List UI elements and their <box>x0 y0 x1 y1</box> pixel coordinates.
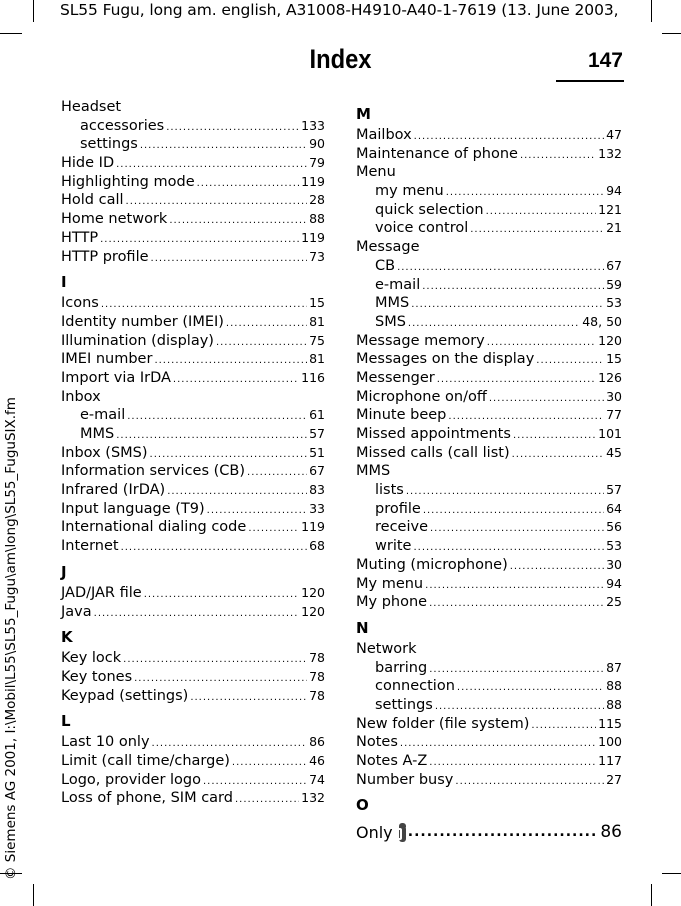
entry-term: write <box>375 538 412 555</box>
entry-term: Illumination (display) <box>61 332 214 349</box>
index-entry <box>61 191 325 210</box>
index-entry <box>61 687 325 706</box>
dot-leader <box>140 137 307 156</box>
crop-mark <box>662 33 681 34</box>
entry-page: 87 <box>606 659 622 675</box>
entry-term: Logo, provider logo <box>61 771 201 788</box>
index-entry <box>356 819 622 845</box>
entry-page: 68 <box>309 538 325 554</box>
crop-mark <box>662 873 681 874</box>
index-subentry <box>61 117 325 136</box>
entry-term: Messenger <box>356 369 435 386</box>
entry-term: Message <box>356 239 420 256</box>
dot-leader <box>430 520 604 539</box>
entry-term: connection <box>375 678 455 695</box>
index-entry <box>356 145 622 164</box>
entry-page: 64 <box>606 500 622 516</box>
entry-term: Messages on the display <box>356 351 535 368</box>
entry-page: 78 <box>309 668 325 684</box>
index-entry <box>356 593 622 612</box>
index-subentry <box>61 135 325 154</box>
entry-page: 61 <box>309 407 325 423</box>
index-entry <box>356 575 622 594</box>
dot-leader <box>127 408 307 427</box>
index-entry <box>61 584 325 603</box>
dot-leader <box>486 203 597 222</box>
entry-term: receive <box>375 519 428 536</box>
entry-term: settings <box>80 136 138 153</box>
entry-page: 51 <box>309 444 325 460</box>
entry-term: Information services (CB) <box>61 463 246 480</box>
entry-term: Icons <box>61 295 99 312</box>
entry-term: SMS <box>375 313 406 330</box>
section-letter: M <box>356 105 371 123</box>
index-entry <box>61 98 325 117</box>
entry-term: Infrared (IrDA) <box>61 482 166 499</box>
index-subentry <box>356 201 622 220</box>
index-entry <box>356 425 622 444</box>
entry-term: Notes A-Z <box>356 753 428 769</box>
index-entry <box>61 649 325 668</box>
section-letter: O <box>356 796 369 815</box>
entry-term: Hide ID <box>61 155 115 172</box>
entry-term: settings <box>375 696 433 713</box>
index-entry <box>356 126 622 145</box>
entry-term: Mailbox <box>356 127 412 143</box>
dot-leader <box>226 315 307 334</box>
entry-term: Muting (microphone) <box>356 556 508 573</box>
entry-page: 86 <box>309 734 325 750</box>
entry-page: 120 <box>598 332 622 348</box>
dot-leader <box>425 577 604 596</box>
entry-page: 73 <box>309 248 325 264</box>
entry-term: barring <box>375 659 428 676</box>
index-subentry <box>356 219 622 238</box>
entry-page: 30 <box>606 556 622 572</box>
index-subentry <box>356 313 622 332</box>
entry-term: Loss of phone, SIM card <box>61 790 233 807</box>
dot-leader <box>94 605 300 624</box>
entry-page: 67 <box>309 463 325 479</box>
dot-leader <box>144 586 299 605</box>
entry-page: 86 <box>600 822 622 843</box>
entry-term: Hold call <box>61 192 124 209</box>
entry-term: Identity number (IMEI) <box>61 313 224 330</box>
entry-page: 81 <box>309 351 325 367</box>
section-letter: K <box>61 628 73 647</box>
entry-page: 116 <box>301 369 325 385</box>
entry-term: profile <box>375 500 421 517</box>
index-entry <box>61 369 325 388</box>
entry-term: e-mail <box>375 276 421 293</box>
section-letter: I <box>61 273 67 292</box>
index-column-right <box>356 98 622 845</box>
index-entry <box>61 154 325 173</box>
entry-term: Only <box>356 822 393 842</box>
entry-term: Notes <box>356 734 398 751</box>
dot-leader <box>470 221 604 240</box>
entry-page: 88 <box>606 678 622 694</box>
dot-leader <box>151 250 308 269</box>
entry-term: MMS <box>80 426 115 442</box>
entry-term: CB <box>375 257 396 274</box>
entry-page: 90 <box>309 136 325 152</box>
dot-leader <box>166 119 299 138</box>
index-subentry <box>356 518 622 537</box>
index-column-left <box>61 98 325 808</box>
entry-page: 57 <box>309 426 325 441</box>
entry-term: Key lock <box>61 650 122 667</box>
index-entry <box>61 173 325 192</box>
page-number: 147 <box>587 49 623 72</box>
index-entry <box>61 500 325 519</box>
entry-term: My menu <box>356 575 424 592</box>
index-entry <box>61 350 325 369</box>
entry-term: Microphone on/off <box>356 388 487 405</box>
index-subentry <box>356 677 622 696</box>
index-entry <box>356 733 622 752</box>
entry-term: Highlighting mode <box>61 173 195 190</box>
index-entry <box>356 462 622 481</box>
entry-page: 67 <box>606 257 622 273</box>
entry-page: 48, 50 <box>582 313 622 329</box>
index-entry <box>61 771 325 790</box>
index-entry <box>61 210 325 229</box>
index-entry <box>356 771 622 790</box>
dot-leader <box>400 735 596 754</box>
index-entry <box>356 715 622 734</box>
entry-page: 81 <box>309 313 325 329</box>
index-entry <box>61 603 325 622</box>
entry-page: 28 <box>309 192 325 208</box>
index-entry <box>61 313 325 332</box>
entry-page: 45 <box>606 444 622 460</box>
entry-term: JAD/JAR file <box>61 584 142 601</box>
entry-term: lists <box>375 482 404 499</box>
entry-term: Inbox <box>61 388 101 405</box>
entry-term: MMS <box>356 463 391 480</box>
entry-page: 75 <box>309 332 325 348</box>
entry-page: 88 <box>606 696 622 712</box>
index-entry <box>61 752 325 771</box>
entry-term: accessories <box>80 117 165 134</box>
entry-page: 132 <box>301 790 325 806</box>
entry-term: HTTP <box>61 229 99 246</box>
entry-page: 83 <box>309 482 325 498</box>
index-subentry <box>356 481 622 500</box>
entry-term: my menu <box>375 183 444 200</box>
index-entry <box>356 369 622 388</box>
entry-page: 79 <box>309 155 325 171</box>
entry-term: Input language (T9) <box>61 500 205 517</box>
dot-leader <box>536 352 604 371</box>
entry-term: Menu <box>356 164 396 181</box>
section-letter: J <box>61 562 67 581</box>
index-subentry <box>356 182 622 201</box>
dot-leader <box>216 334 307 353</box>
index-entry <box>356 350 622 369</box>
entry-term: Keypad (settings) <box>61 687 189 704</box>
dot-leader <box>169 212 307 231</box>
dot-leader <box>429 595 604 614</box>
dot-leader <box>247 464 307 483</box>
entry-page: 101 <box>598 426 622 441</box>
side-margin <box>0 0 22 906</box>
index-entry <box>61 332 325 351</box>
entry-term: HTTP profile <box>61 248 149 265</box>
entry-term: New folder (file system) <box>356 715 530 732</box>
index-entry <box>61 248 325 267</box>
keylock-icon <box>399 823 406 842</box>
dot-leader <box>123 651 307 670</box>
entry-page: 100 <box>598 734 622 750</box>
dot-leader <box>248 520 299 539</box>
dot-leader <box>423 502 604 521</box>
index-entry <box>61 789 325 808</box>
dot-leader <box>429 661 604 680</box>
entry-term: Key tones <box>61 668 133 685</box>
header-rule <box>556 80 624 82</box>
index-entry <box>61 388 325 407</box>
entry-page: 53 <box>606 295 622 311</box>
section-letter: N <box>356 618 369 637</box>
index-subentry <box>356 659 622 678</box>
dot-leader <box>457 679 604 698</box>
index-entry <box>356 163 622 182</box>
entry-page: 94 <box>606 183 622 199</box>
entry-page: 117 <box>598 753 622 768</box>
entry-page: 47 <box>606 127 622 142</box>
dot-leader <box>397 259 604 278</box>
crop-mark <box>33 0 34 22</box>
index-entry <box>356 640 622 659</box>
entry-page: 119 <box>301 229 325 245</box>
dot-leader <box>406 483 604 502</box>
entry-term: Missed appointments <box>356 426 511 442</box>
entry-term: voice control <box>375 220 469 237</box>
index-subentry <box>356 537 622 556</box>
entry-page: 27 <box>606 771 622 787</box>
index-entry <box>61 462 325 481</box>
dot-leader <box>455 773 604 792</box>
entry-term: Network <box>356 640 417 657</box>
index-entry <box>61 481 325 500</box>
index-subentry <box>356 294 622 313</box>
dot-leader <box>531 717 596 736</box>
crop-mark <box>651 0 652 22</box>
dot-leader <box>429 754 596 773</box>
entry-term: Limit (call time/charge) <box>61 752 230 769</box>
entry-term: IMEI number <box>61 351 153 368</box>
entry-term: Last 10 only <box>61 734 150 751</box>
entry-term: Inbox (SMS) <box>61 444 148 461</box>
entry-term: Import via IrDA <box>61 369 171 386</box>
entry-page: 78 <box>309 650 325 666</box>
entry-page: 21 <box>606 220 622 236</box>
entry-page: 88 <box>309 211 325 227</box>
index-entry <box>61 444 325 463</box>
dot-leader <box>408 824 599 840</box>
entry-page: 15 <box>309 295 325 311</box>
dot-leader <box>197 175 300 194</box>
index-entry <box>61 518 325 537</box>
index-entry <box>356 388 622 407</box>
dot-leader <box>121 539 308 558</box>
entry-term: Java <box>61 603 92 620</box>
entry-term: My phone <box>356 594 428 611</box>
index-entry <box>356 406 622 425</box>
entry-page: 57 <box>606 482 622 498</box>
entry-term: International dialing code <box>61 519 247 536</box>
entry-term: quick selection <box>375 201 484 218</box>
entry-page: 25 <box>606 594 622 610</box>
index-subentry <box>356 276 622 295</box>
entry-page: 94 <box>606 575 622 591</box>
page-title: Index <box>309 44 372 74</box>
dot-leader <box>154 352 307 371</box>
dot-leader <box>510 558 604 577</box>
dot-leader <box>232 754 307 773</box>
entry-page: 59 <box>606 276 622 292</box>
index-entry <box>61 229 325 248</box>
entry-page: 120 <box>301 603 325 619</box>
entry-term: Internet <box>61 538 119 555</box>
running-head: SL55 Fugu, long am. english, A31008-H4910-A40-1-7619 (13. June 2003, <box>60 1 619 19</box>
dot-leader <box>235 791 299 810</box>
entry-term: Headset <box>61 99 122 115</box>
entry-page: 119 <box>301 173 325 189</box>
dot-leader <box>190 689 307 708</box>
dot-leader <box>520 147 596 166</box>
index-subentry <box>356 500 622 519</box>
entry-page: 56 <box>606 519 622 535</box>
entry-page: 119 <box>301 519 325 535</box>
index-entry <box>356 556 622 575</box>
entry-page: 30 <box>606 388 622 404</box>
entry-page: 46 <box>309 752 325 768</box>
entry-term: Maintenance of phone <box>356 145 518 162</box>
dot-leader <box>411 296 604 315</box>
dot-leader <box>173 371 299 390</box>
entry-term: Number busy <box>356 771 454 788</box>
entry-page: 33 <box>309 500 325 516</box>
entry-term: Message memory <box>356 332 485 349</box>
index-subentry <box>356 257 622 276</box>
index-entry <box>356 752 622 771</box>
entry-page: 15 <box>606 351 622 367</box>
entry-page: 77 <box>606 407 622 423</box>
index-entry <box>61 733 325 752</box>
entry-page: 133 <box>301 117 325 133</box>
crop-mark <box>33 884 34 906</box>
crop-mark <box>651 884 652 906</box>
dot-leader <box>513 427 596 446</box>
entry-page: 53 <box>606 538 622 554</box>
entry-term: Home network <box>61 211 168 228</box>
index-entry <box>356 332 622 351</box>
index-subentry <box>61 406 325 425</box>
index-entry <box>61 668 325 687</box>
index-entry <box>61 537 325 556</box>
entry-term: e-mail <box>80 407 126 424</box>
entry-page: 121 <box>598 201 622 217</box>
dot-leader <box>422 278 604 297</box>
entry-term: MMS <box>375 295 410 312</box>
entry-term: Minute beep <box>356 407 447 424</box>
index-subentry <box>61 425 325 444</box>
dot-leader <box>489 390 604 409</box>
entry-page: 126 <box>598 369 622 385</box>
section-letter: L <box>61 712 71 731</box>
entry-page: 132 <box>598 145 622 161</box>
index-entry <box>61 294 325 313</box>
index-subentry <box>356 696 622 715</box>
index-entry <box>356 238 622 257</box>
entry-term: Missed calls (call list) <box>356 444 510 461</box>
entry-page: 78 <box>309 687 325 703</box>
entry-page: 74 <box>309 771 325 787</box>
entry-page: 115 <box>598 715 622 731</box>
entry-page: 120 <box>301 584 325 600</box>
index-entry <box>356 444 622 463</box>
dot-leader <box>512 446 604 465</box>
copyright-path: © Siemens AG 2001, I:\Mobil\L55\SL55_Fugu\am\long\SL55_FuguSIX.fm <box>3 397 19 880</box>
